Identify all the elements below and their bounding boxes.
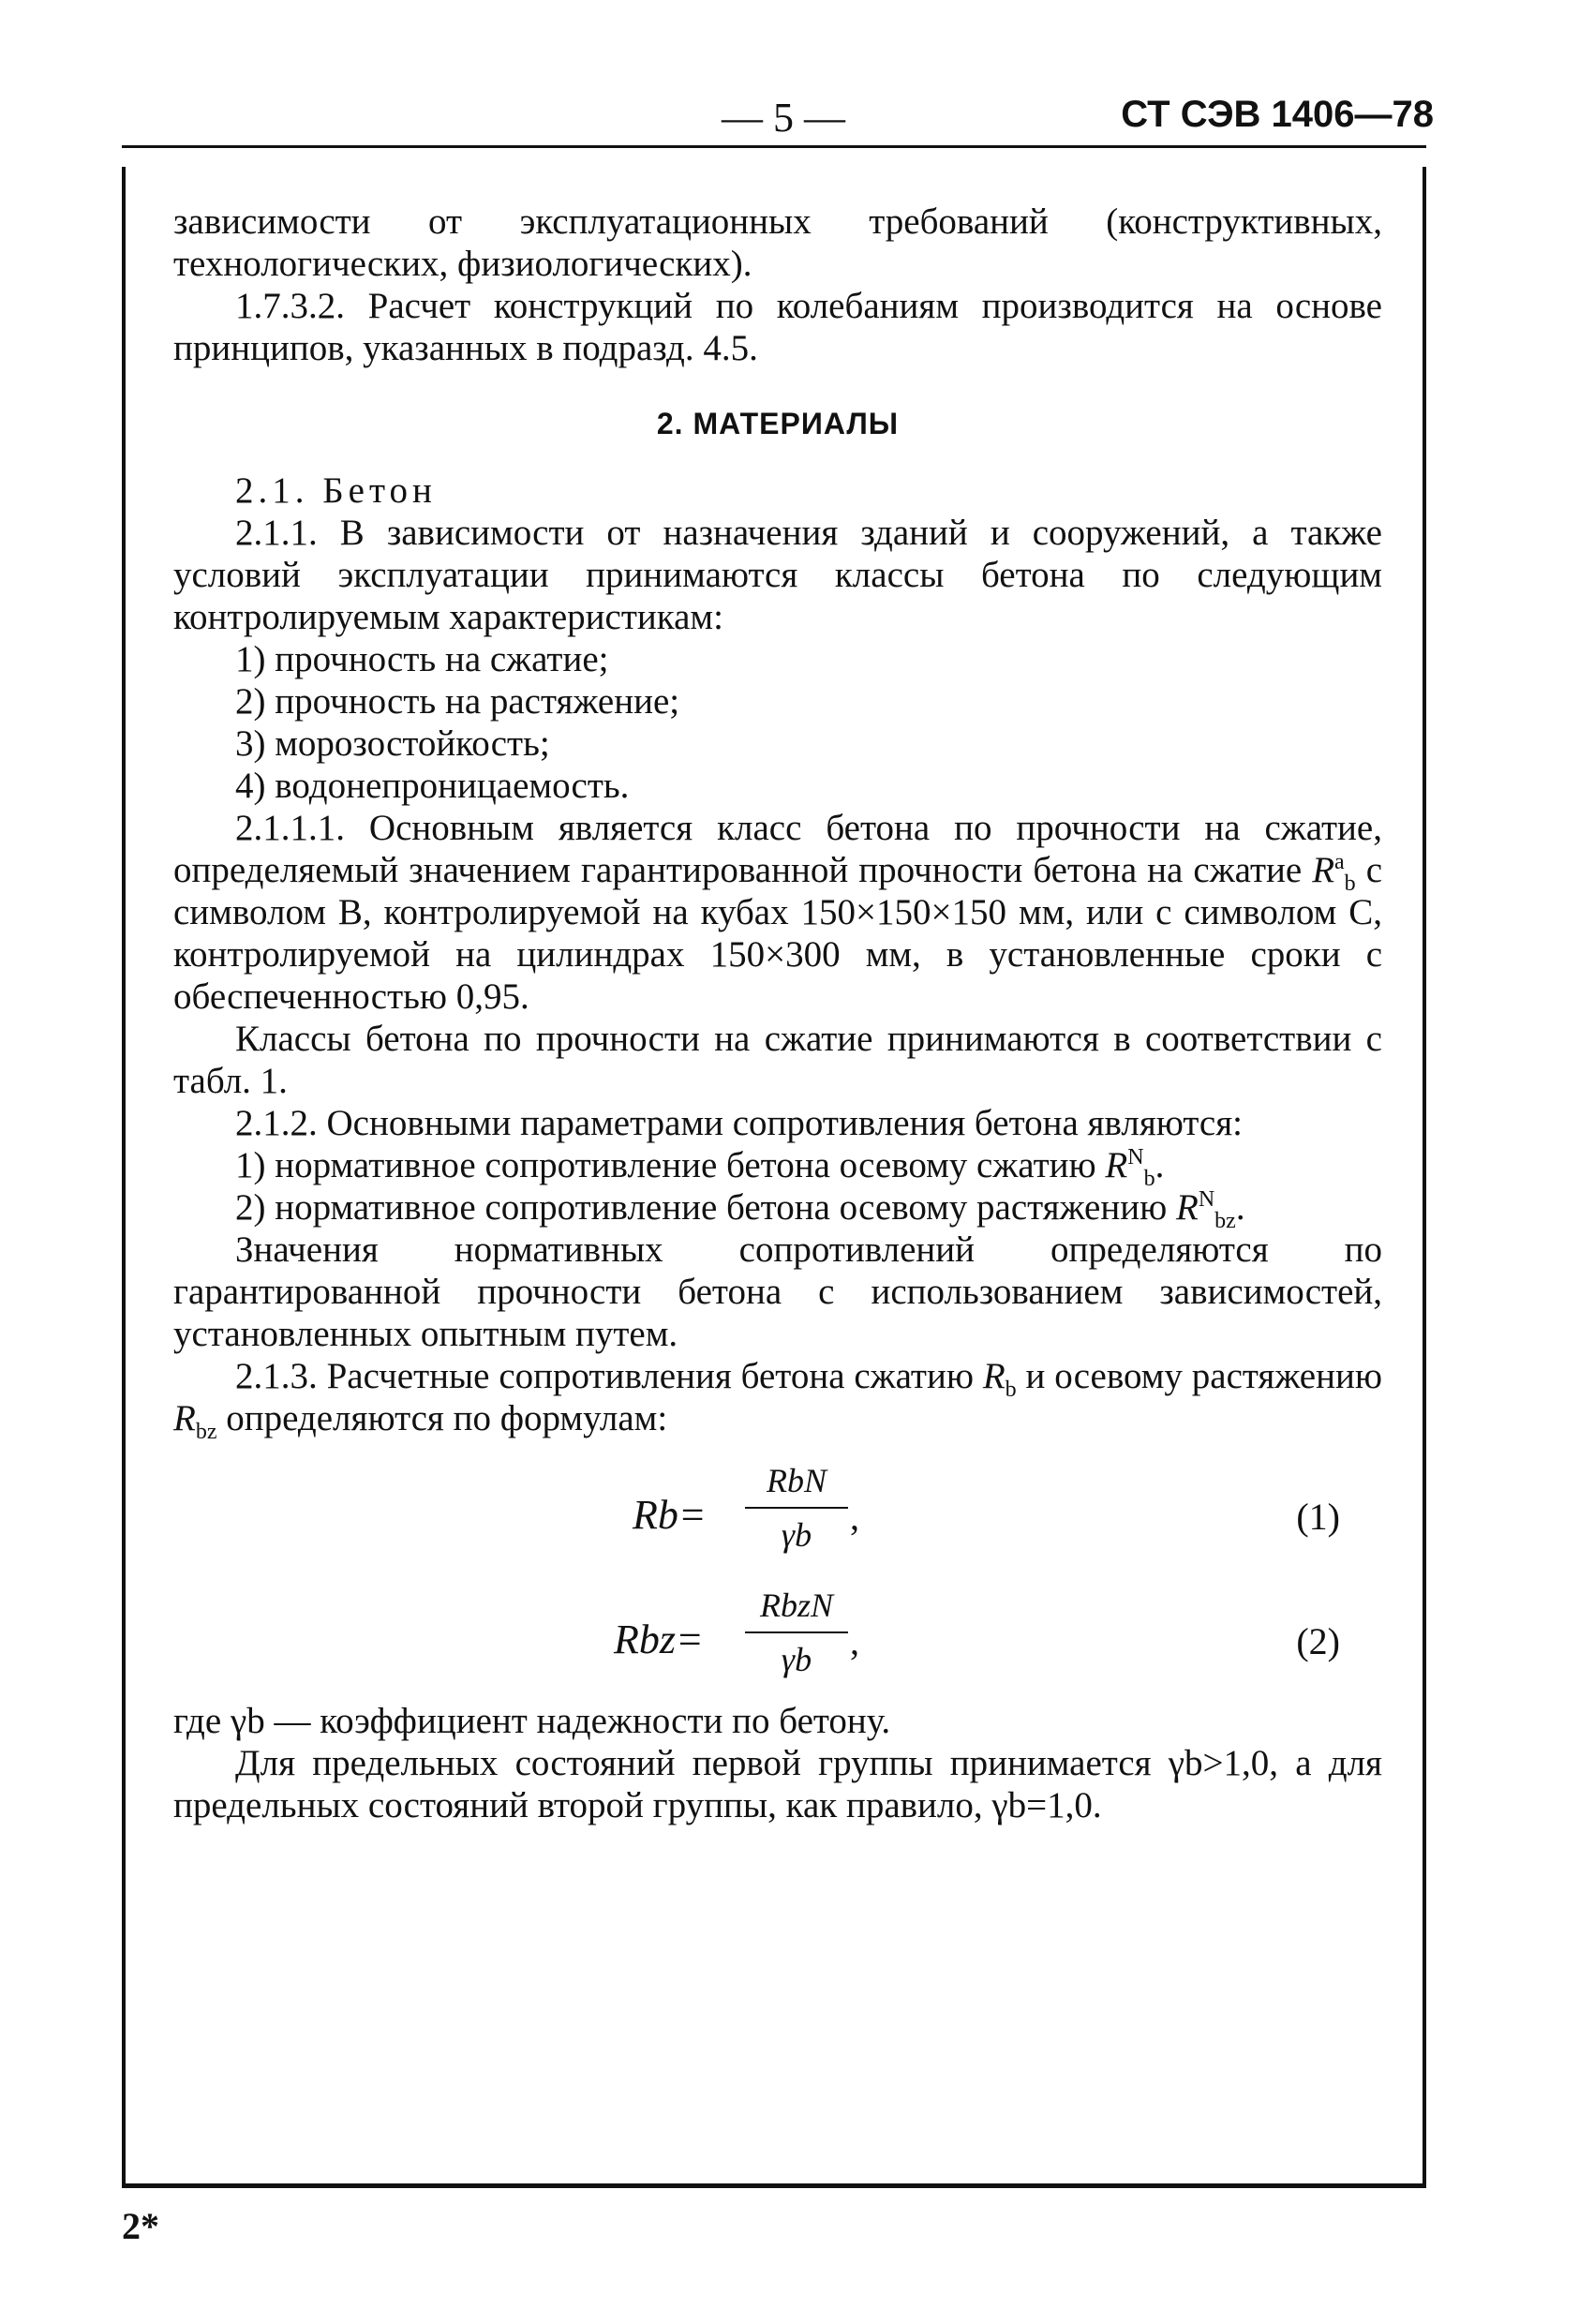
frame-right-border xyxy=(1423,167,1426,2183)
fraction-bar xyxy=(745,1631,848,1633)
paragraph-norm-tension xyxy=(173,1186,1382,1233)
equation-number: (2) xyxy=(1296,1620,1340,1662)
formula-comma: , xyxy=(850,1496,859,1538)
document-body xyxy=(173,201,1382,1826)
paragraph-gamma-definition: где γb — коэффициент надежности по бетону. xyxy=(173,1701,891,1741)
equation-number: (1) xyxy=(1296,1496,1340,1538)
paragraph-values: Значения нормативных сопротивлений определяются по гарантированной прочности бетона с использованием зависимостей, установленных опытным путем. xyxy=(173,1229,1382,1354)
formula-comma: , xyxy=(850,1620,859,1662)
formula-2 xyxy=(173,1583,1382,1700)
page-number: — 5 — xyxy=(722,95,845,141)
text-run: . xyxy=(1235,1187,1245,1228)
symbol-subscript: b xyxy=(1344,871,1356,896)
paragraph-2-1-1-1 xyxy=(173,807,1382,1018)
section-title: 2. МАТЕРИАЛЫ xyxy=(656,407,900,440)
paragraph-limit-states: Для предельных состояний первой группы принимается γb>1,0, а для предельных состояний второй группы, как правило, γb=1,0. xyxy=(173,1743,1382,1825)
paragraph-norm-compression xyxy=(173,1144,1382,1191)
symbol-r: R xyxy=(1105,1145,1128,1185)
paragraph-2-1-3 xyxy=(173,1355,1382,1444)
formula-lhs: Rbz= xyxy=(614,1616,704,1662)
paragraph-1-7-3-2: 1.7.3.2. Расчет конструкций по колебаниям производится на основе принципов, указанных в подразд. 4.5. xyxy=(173,286,1382,368)
fraction-bar xyxy=(745,1507,848,1509)
list-item: 2) прочность на растяжение; xyxy=(235,681,680,722)
symbol-r: R xyxy=(982,1356,1006,1396)
subsection-heading: 2.1. Бетон xyxy=(235,470,437,511)
symbol-superscript: a xyxy=(1334,850,1345,874)
standard-code: СТ СЭВ 1406—78 xyxy=(1121,94,1434,135)
text-run: 2.1.1.1. Основным является класс бетона по прочности на сжатие, определяемый значением гарантированной прочности бетона на сжатие xyxy=(173,808,1382,890)
symbol-subscript: b xyxy=(1005,1377,1017,1402)
paragraph-continuation: зависимости от эксплуатационных требований (конструктивных, технологических, физиологических). xyxy=(173,201,1382,284)
formula-lhs: Rb= xyxy=(633,1492,707,1538)
text-run: 2) нормативное сопротивление бетона осевому растяжению xyxy=(235,1187,1176,1228)
sheet-mark: 2* xyxy=(122,2205,159,2247)
formula-fraction xyxy=(745,1458,848,1557)
header-rule xyxy=(122,145,1426,148)
paragraph-classes: Классы бетона по прочности на сжатие принимаются в соответствии с табл. 1. xyxy=(173,1019,1382,1101)
list-item: 3) морозостойкость; xyxy=(235,723,550,764)
page-header xyxy=(122,94,1434,150)
formula-1 xyxy=(173,1458,1382,1575)
text-run: определяются по формулам: xyxy=(216,1398,668,1438)
frame-left-border xyxy=(122,167,126,2183)
text-run: 1) нормативное сопротивление бетона осевому сжатию xyxy=(235,1145,1106,1185)
paragraph-2-1-2: 2.1.2. Основными параметрами сопротивления бетона являются: xyxy=(235,1103,1243,1143)
text-run: . xyxy=(1155,1145,1165,1185)
list-item: 4) водонепроницаемость. xyxy=(235,766,630,806)
formula-denominator: γb xyxy=(781,1641,812,1678)
formula-fraction xyxy=(745,1583,848,1682)
symbol-r: R xyxy=(1175,1187,1199,1228)
symbol-subscript: b xyxy=(1143,1166,1155,1191)
symbol-r: R xyxy=(173,1398,196,1438)
symbol-superscript: N xyxy=(1127,1145,1144,1169)
formula-denominator: γb xyxy=(781,1516,812,1554)
symbol-subscript: bz xyxy=(1214,1208,1236,1233)
symbol-r: R xyxy=(1312,850,1335,890)
formula-numerator: RbzN xyxy=(759,1587,833,1624)
list-item: 1) прочность на сжатие; xyxy=(235,639,609,679)
formula-numerator: RbN xyxy=(766,1462,827,1499)
symbol-subscript: bz xyxy=(195,1419,217,1444)
symbol-superscript: N xyxy=(1198,1187,1215,1212)
text-run: и осевому растяжению xyxy=(1016,1356,1382,1396)
footer-rule xyxy=(122,2183,1426,2188)
text-run: с символом В, контролируемой на кубах 150×150×150 мм, или с символом С, контролируемой на цилиндрах 150×300 мм, в установленные сроки с обеспеченностью 0,95. xyxy=(173,850,1383,1017)
text-run: 2.1.3. Расчетные сопротивления бетона сжатию xyxy=(235,1356,983,1396)
paragraph-2-1-1: 2.1.1. В зависимости от назначения зданий и сооружений, а также условий эксплуатации принимаются классы бетона по следующим контролируемым характеристикам: xyxy=(173,513,1382,637)
